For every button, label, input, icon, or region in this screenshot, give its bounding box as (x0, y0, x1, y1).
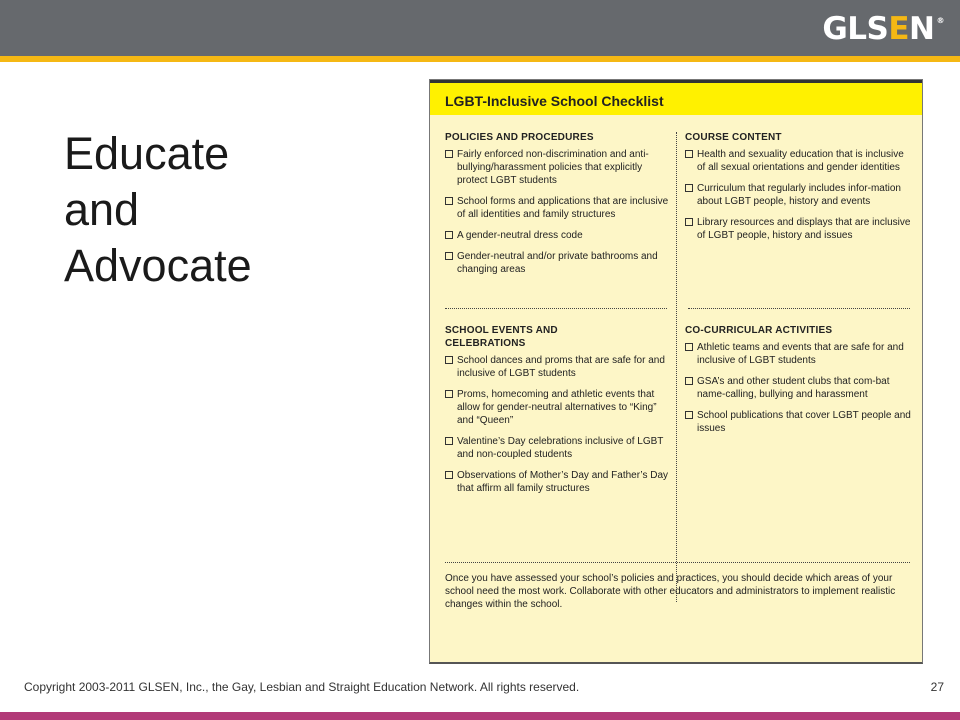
checkbox-icon (445, 197, 453, 205)
note-divider (445, 562, 910, 563)
registered-mark: ® (936, 16, 944, 25)
checklist-item: School dances and proms that are safe for and inclusive of LGBT students (445, 354, 673, 380)
checkbox-icon (445, 252, 453, 260)
checklist-item: Library resources and displays that are inclusive of LGBT people, history and issues (685, 216, 913, 242)
cocurricular-section (685, 324, 913, 443)
checklist-item: Gender-neutral and/or private bathrooms and changing areas (445, 250, 673, 276)
header-bar (0, 0, 960, 56)
footer-bar (0, 712, 960, 720)
events-section (445, 324, 673, 503)
checkbox-icon (685, 184, 693, 192)
checklist-image (429, 79, 923, 664)
checklist-note: Once you have assessed your school’s policies and practices, you should decide which areas of your school need the most work. Collaborate with other educators and administrators to implement realistic changes within the school. (445, 573, 896, 610)
events-heading: SCHOOL EVENTS AND CELEBRATIONS (445, 325, 558, 349)
header-stripe (0, 56, 960, 62)
checklist-item: Athletic teams and events that are safe for and inclusive of LGBT students (685, 341, 913, 367)
checklist-item: School forms and applications that are inclusive of all identities and family structures (445, 195, 673, 221)
checkbox-icon (445, 471, 453, 479)
glsen-logo (822, 12, 944, 46)
title-line-3: Advocate (64, 240, 252, 291)
checklist-item: School publications that cover LGBT people and issues (685, 409, 913, 435)
checkbox-icon (685, 218, 693, 226)
page-number: 27 (930, 680, 944, 694)
course-section (685, 131, 913, 250)
checkbox-icon (685, 411, 693, 419)
checkbox-icon (685, 343, 693, 351)
logo-text-c: N (909, 11, 935, 47)
policies-section (445, 131, 673, 284)
policies-heading: POLICIES AND PROCEDURES (445, 132, 594, 143)
checkbox-icon (445, 150, 453, 158)
course-heading: COURSE CONTENT (685, 132, 782, 143)
checklist-item: Curriculum that regularly includes infor-mation about LGBT people, history and events (685, 182, 913, 208)
title-line-2: and (64, 184, 140, 235)
checkbox-icon (445, 390, 453, 398)
checklist-item: Proms, homecoming and athletic events that allow for gender-neutral alternatives to “King” and “Queen” (445, 388, 673, 427)
slide-title (64, 126, 364, 294)
checkbox-icon (445, 356, 453, 364)
checklist-item: Valentine’s Day celebrations inclusive of LGBT and non-coupled students (445, 435, 673, 461)
section-divider-right (688, 308, 910, 309)
cocurricular-heading: CO-CURRICULAR ACTIVITIES (685, 325, 833, 336)
title-line-1: Educate (64, 128, 230, 179)
logo-text-b: E (888, 11, 910, 47)
checkbox-icon (445, 437, 453, 445)
copyright-text: Copyright 2003-2011 GLSEN, Inc., the Gay, Lesbian and Straight Education Network. All rights reserved. (24, 680, 580, 694)
checkbox-icon (685, 150, 693, 158)
column-divider (676, 132, 677, 602)
checklist-item: A gender-neutral dress code (445, 229, 673, 242)
checklist-header (430, 83, 922, 115)
checklist-item: Observations of Mother’s Day and Father’s Day that affirm all family structures (445, 469, 673, 495)
checkbox-icon (445, 231, 453, 239)
checklist-item: Fairly enforced non-discrimination and anti-bullying/harassment policies that explicitly protect LGBT students (445, 148, 673, 187)
section-divider-left (445, 308, 667, 309)
checklist-title: LGBT-Inclusive School Checklist (445, 93, 664, 109)
checklist-item: Health and sexuality education that is inclusive of all sexual orientations and gender identities (685, 148, 913, 174)
checkbox-icon (685, 377, 693, 385)
logo-text-a: GLS (822, 11, 889, 47)
checklist-item: GSA’s and other student clubs that com-bat name-calling, bullying and harassment (685, 375, 913, 401)
